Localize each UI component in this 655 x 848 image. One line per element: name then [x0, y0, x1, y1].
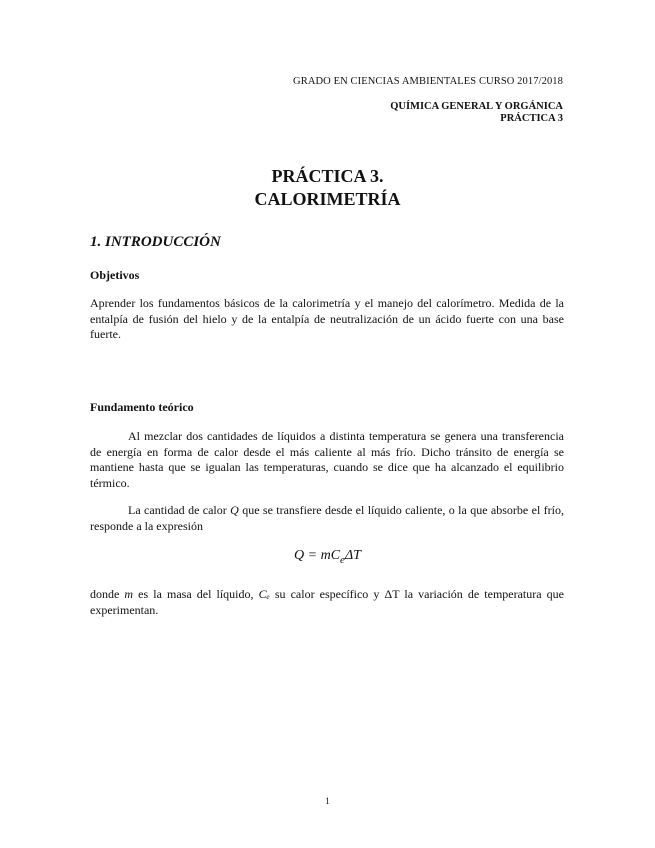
subject-line: QUÍMICA GENERAL Y ORGÁNICA	[390, 101, 563, 112]
theory-p2-text-b: que se transfiere desde el líquido caliente, o la que absorbe el frío, responde a la expresión	[90, 503, 564, 533]
heat-formula	[0, 548, 655, 566]
title-line-1: PRÁCTICA 3.	[271, 166, 384, 186]
theory-paragraph-1: Al mezclar dos cantidades de líquidos a distinta temperatura se genera una transferencia de energía en forma de calor desde el más caliente al más frío. Dicho tránsito de energía se mantiene hasta que se igualan las temperaturas, cuando se dice que ha alcanzado el equilibrio térmico.	[90, 429, 564, 490]
formula-main: Q = mC	[294, 548, 341, 563]
objectives-heading: Objetivos	[90, 268, 140, 282]
specific-heat-symbol: Cₑ	[258, 587, 270, 601]
theory-p3-text-a: donde	[90, 587, 125, 601]
subject-header	[390, 101, 563, 125]
mass-symbol: m	[124, 587, 134, 601]
theory-paragraph-2	[90, 503, 564, 534]
course-header: GRADO EN CIENCIAS AMBIENTALES CURSO 2017/2018	[293, 76, 563, 87]
page-number: 1	[325, 796, 330, 806]
page-title	[0, 165, 655, 211]
heat-symbol: Q	[230, 503, 239, 517]
theory-heading: Fundamento teórico	[90, 400, 194, 414]
section-heading-introduccion: 1. INTRODUCCIÓN	[90, 234, 221, 250]
objectives-paragraph: Aprender los fundamentos básicos de la calorimetría y el manejo del calorímetro. Medida de la entalpía de fusión del hielo y de la entalpía de neutralización de un ácido fuerte con una base fuerte.	[90, 296, 564, 341]
theory-p3-text-b: es la masa del líquido,	[133, 587, 259, 601]
formula-end: ΔT	[344, 548, 361, 563]
theory-paragraph-3	[90, 587, 564, 618]
title-line-2: CALORIMETRÍA	[254, 189, 401, 209]
theory-p3-text-c: su calor específico y ΔT la variación de temperatura que experimentan.	[90, 587, 564, 617]
practice-line: PRÁCTICA 3	[500, 113, 563, 124]
formula-subscript: e	[340, 553, 345, 566]
theory-p2-text-a: La cantidad de calor	[128, 503, 231, 517]
